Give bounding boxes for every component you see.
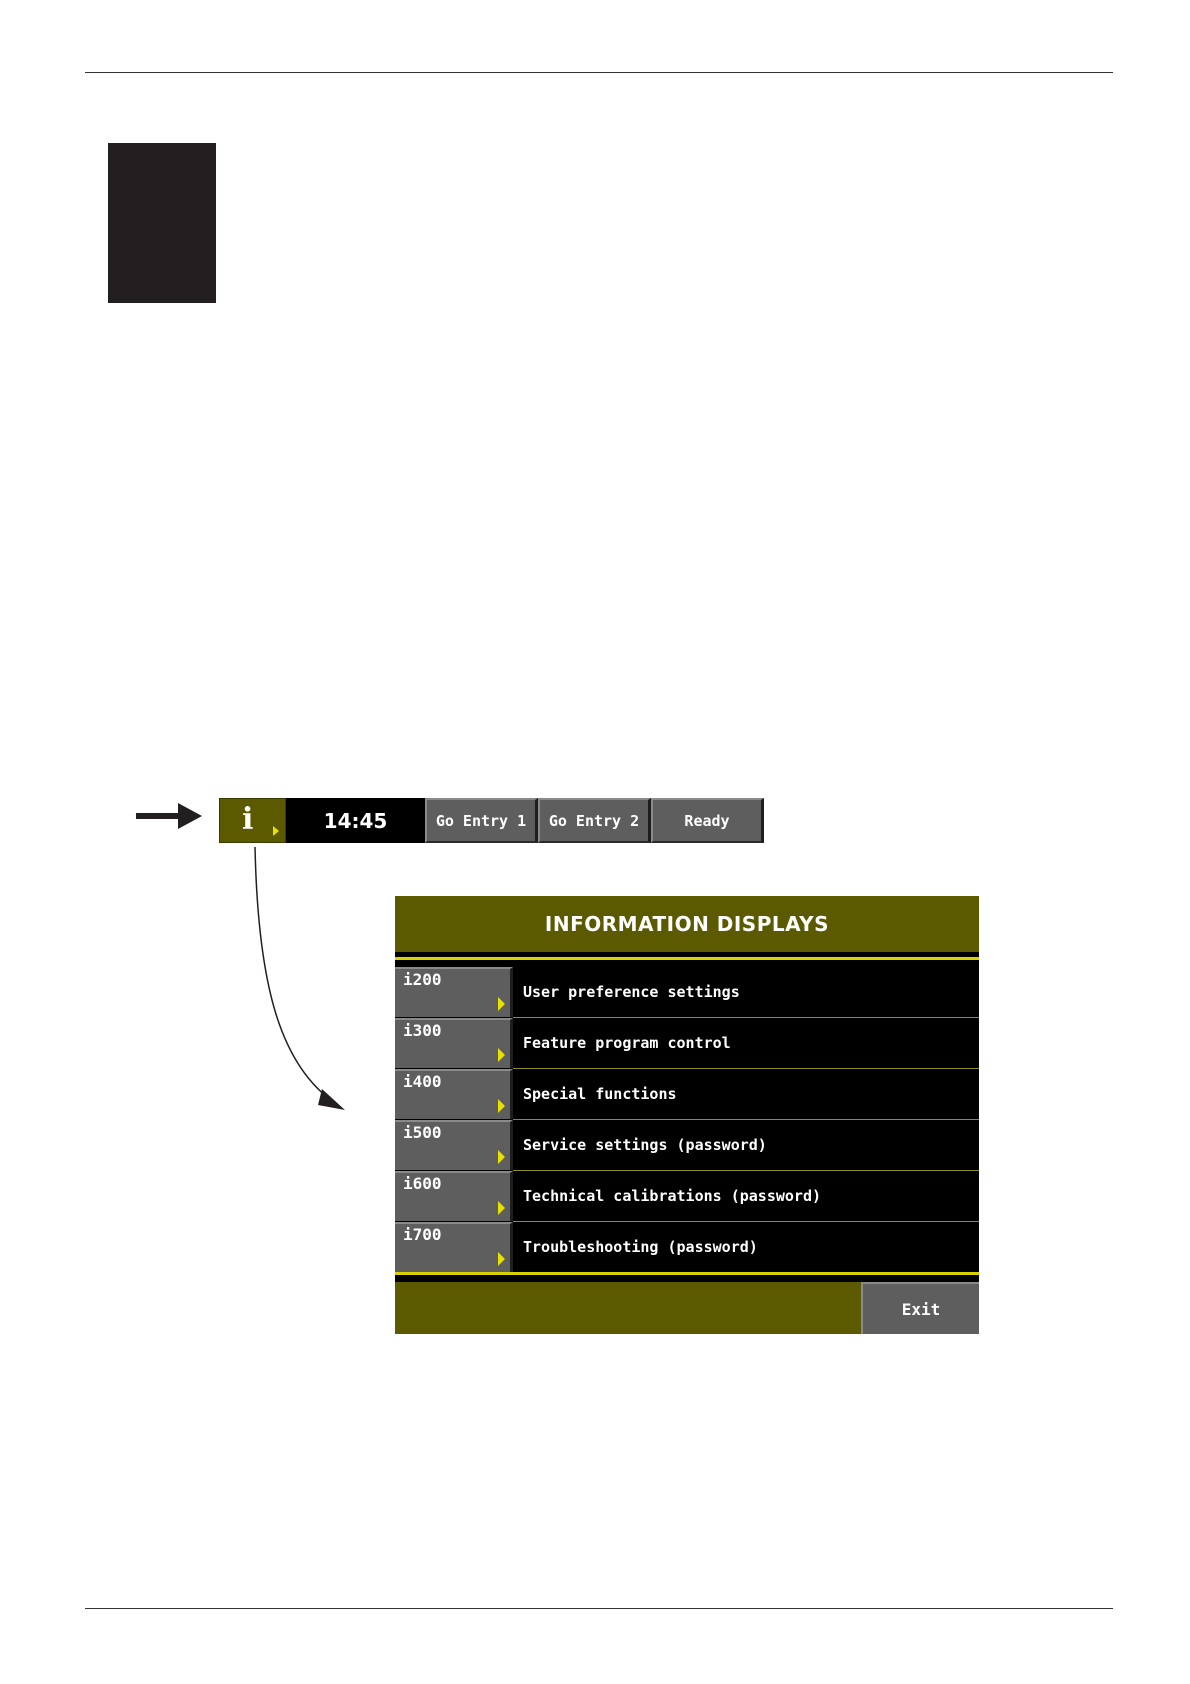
triangle-right-icon [498,1252,505,1266]
go-entry-2-button[interactable]: Go Entry 2 [538,798,651,843]
menu-label: User preference settings [523,983,740,1001]
triangle-right-icon [273,826,279,836]
menu-code-button[interactable] [395,1171,513,1221]
menu-item-i700[interactable] [395,1222,979,1273]
info-button[interactable] [219,798,286,843]
menu-code-button[interactable] [395,1069,513,1119]
menu-code: i400 [403,1072,442,1091]
triangle-right-icon [498,1099,505,1113]
chapter-tab-block [108,143,216,303]
status-bar [219,798,764,843]
menu-label: Special functions [523,1085,677,1103]
menu-item-i200[interactable] [395,967,979,1018]
menu-label: Technical calibrations (password) [523,1187,822,1205]
triangle-right-icon [498,997,505,1011]
menu-code-button[interactable] [395,1222,513,1272]
triangle-right-icon [498,1048,505,1062]
menu-item-i300[interactable] [395,1018,979,1069]
menu-code: i700 [403,1225,442,1244]
triangle-right-icon [498,1201,505,1215]
panel-title: INFORMATION DISPLAYS [395,896,979,952]
menu-label: Service settings (password) [523,1136,767,1154]
information-displays-panel [395,896,979,1334]
menu-code-button[interactable] [395,967,513,1017]
go-entry-1-button[interactable]: Go Entry 1 [425,798,538,843]
triangle-right-icon [498,1150,505,1164]
menu-label: Troubleshooting (password) [523,1238,758,1256]
pointer-arrow-icon [136,803,202,829]
exit-button[interactable]: Exit [861,1282,979,1334]
menu-code-button[interactable] [395,1018,513,1068]
menu-code: i600 [403,1174,442,1193]
footer-rule [85,1608,1113,1609]
ready-button[interactable]: Ready [651,798,764,843]
menu-item-i400[interactable] [395,1069,979,1120]
menu-code-button[interactable] [395,1120,513,1170]
connector-arrow [240,845,360,1115]
info-icon: i [242,802,254,837]
menu-code: i500 [403,1123,442,1142]
menu-item-i600[interactable] [395,1171,979,1222]
header-rule [85,72,1113,73]
menu-label: Feature program control [523,1034,731,1052]
menu-code: i300 [403,1021,442,1040]
divider [395,957,979,960]
menu-item-i500[interactable] [395,1120,979,1171]
menu-code: i200 [403,970,442,989]
divider [395,1272,979,1275]
clock-display: 14:45 [286,798,425,843]
